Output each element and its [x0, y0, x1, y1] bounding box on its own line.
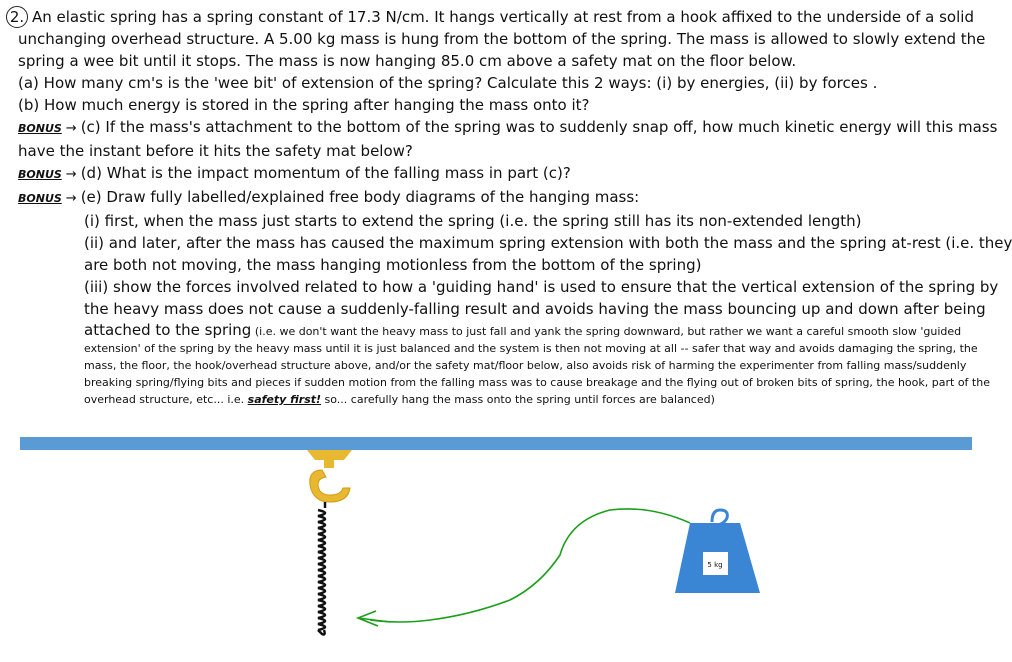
arrow-icon: → [65, 121, 77, 136]
sub-iii-1: (iii) show the forces involved related to how a 'guiding hand' is used to ensure that the vertical extension of the spring by [84, 278, 999, 296]
ceiling [20, 437, 972, 450]
sub-iii-2: the heavy mass does not cause a suddenly-falling result and avoids having the mass bouncing up and down after being [84, 300, 986, 318]
arrow-icon: → [65, 191, 77, 206]
part-d: BONUS → (d) What is the impact momentum of the falling mass in part (c)? [18, 164, 571, 182]
safety-first: safety first! [247, 393, 322, 406]
mass-label: 5 kg [707, 561, 723, 569]
guiding-hand-path [370, 509, 690, 622]
intro-line-2: unchanging overhead structure. A 5.00 kg mass is hung from the bottom of the spring. The mass is allowed to slowly extend the [18, 30, 986, 48]
part-e: BONUS → (e) Draw fully labelled/explained free body diagrams of the hanging mass: [18, 188, 640, 206]
sub-iii-note: attached to the spring (i.e. we don't want the heavy mass to just fall and yank the spring downward, but rather we want a careful smooth slow 'guided extension' of the spring by the heavy mass until it is just balanced and the system is then not moving at all -- safer that way and avoids damaging the spring, the mass, the floor, the hook/overhead structure above, and/or the safety mat/floor below, also avoids risk of harming the experimenter from falling mass/suddenly breaking spring/flying bits and pieces if sudden motion from the falling mass was to cause breakage and the flying out of broken bits of spring, the hook, part of the overhead structure, etc... i.e. safety first! so... carefully hang the mass onto the spring until forces are balanced) [84, 321, 990, 406]
part-a: (a) How many cm's is the 'wee bit' of extension of the spring? Calculate this 2 ways: (i) by energies, (ii) by forces . [18, 74, 878, 92]
hook-icon [307, 450, 352, 502]
arrow-head-icon [358, 611, 390, 626]
part-c: BONUS → (c) If the mass's attachment to the bottom of the spring was to suddenly snap off, how much kinetic energy will this mass [18, 118, 998, 136]
bonus-label: BONUS [18, 122, 62, 135]
sub-ii-1: (ii) and later, after the mass has caused the maximum spring extension with both the mass and the spring at-rest (i.e. they [84, 234, 1012, 252]
part-b: (b) How much energy is stored in the spring after hanging the mass onto it? [18, 96, 590, 114]
question-number: 2. [6, 6, 28, 28]
spring-diagram [0, 430, 1012, 662]
question-text [9, 6, 1012, 408]
arrow-icon: → [65, 167, 77, 182]
intro-line-3: spring a wee bit until it stops. The mass is now hanging 85.0 cm above a safety mat on the floor below. [18, 52, 797, 70]
spring-icon [318, 502, 325, 635]
sub-ii-2: are both not moving, the mass hanging motionless from the bottom of the spring) [84, 256, 702, 274]
bonus-label: BONUS [18, 192, 62, 205]
bonus-label: BONUS [18, 168, 62, 181]
intro-line-1: 2. An elastic spring has a spring constant of 17.3 N/cm. It hangs vertically at rest from a hook affixed to the underside of a solid [18, 6, 993, 28]
part-c-cont: have the instant before it hits the safety mat below? [18, 142, 413, 160]
sub-i: (i) first, when the mass just starts to extend the spring (i.e. the spring still has its non-extended length) [84, 212, 862, 230]
